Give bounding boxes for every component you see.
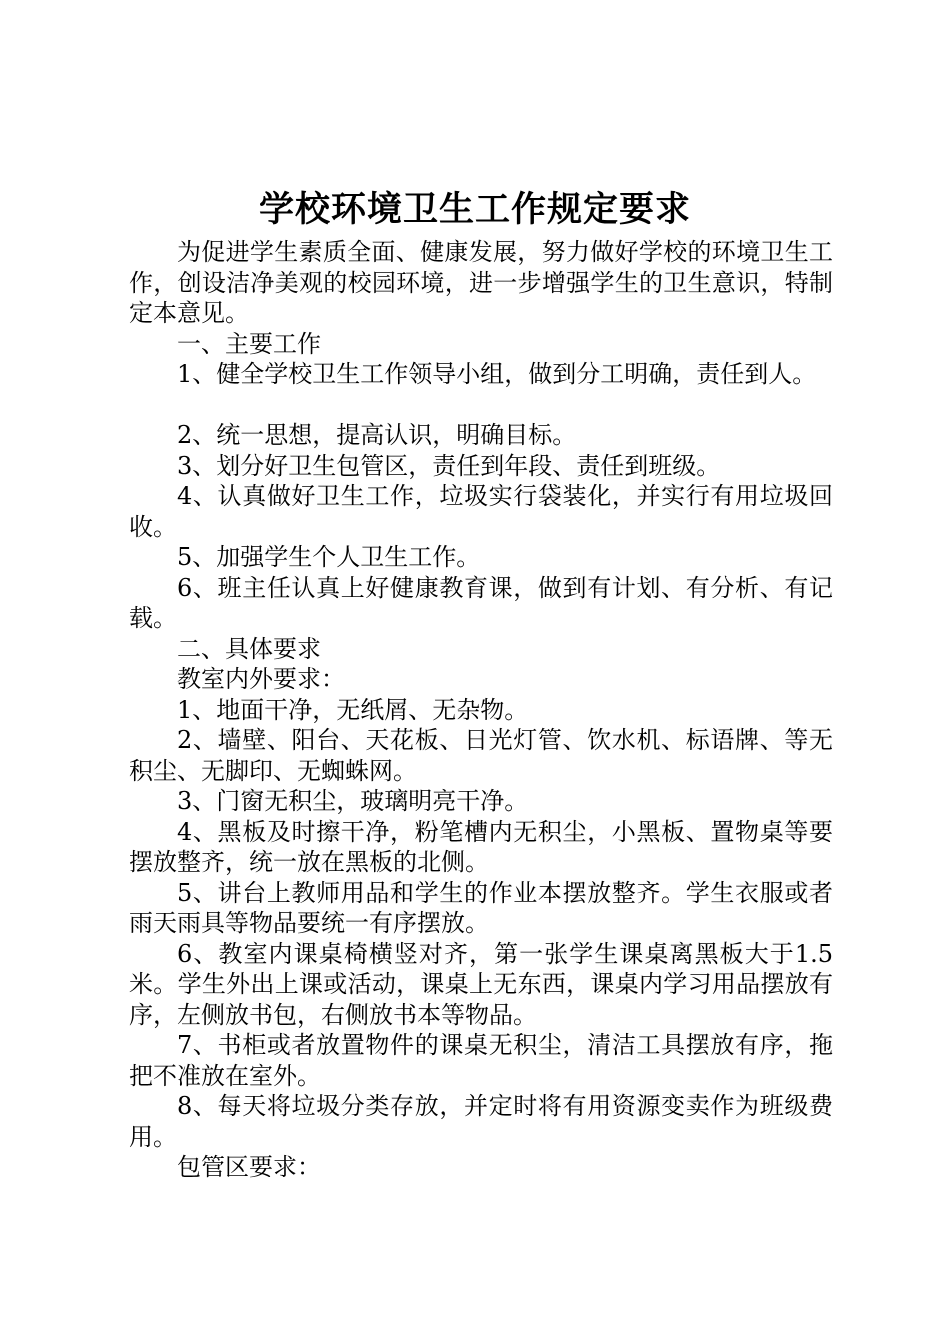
list-item: 2、墙壁、阳台、天花板、日光灯管、饮水机、标语牌、等无积尘、无脚印、无蜘蛛网。 xyxy=(129,726,833,785)
list-item: 1、健全学校卫生工作领导小组，做到分工明确，责任到人。 xyxy=(177,360,817,388)
subsection-heading-area: 包管区要求： xyxy=(177,1153,321,1181)
document-body xyxy=(129,237,833,1183)
section-heading-requirements: 二、具体要求 xyxy=(177,634,321,663)
list-item: 3、划分好卫生包管区，责任到年段、责任到班级。 xyxy=(177,451,721,480)
list-item: 5、讲台上教师用品和学生的作业本摆放整齐。学生衣服或者雨天雨具等物品要统一有序摆放。 xyxy=(129,878,833,937)
list-item: 2、统一思想，提高认识，明确目标。 xyxy=(177,421,577,449)
list-item: 7、书柜或者放置物件的课桌无积尘，清洁工具摆放有序，拖把不准放在室外。 xyxy=(129,1031,833,1090)
list-item: 6、教室内课桌椅横竖对齐，第一张学生课桌离黑板大于1.5米。学生外出上课或活动，课桌上无东西，课桌内学习用品摆放有序，左侧放书包，右侧放书本等物品。 xyxy=(129,939,833,1029)
intro-paragraph: 为促进学生素质全面、健康发展，努力做好学校的环境卫生工作，创设洁净美观的校园环境，进一步增强学生的卫生意识，特制定本意见。 xyxy=(129,238,833,327)
section-heading-main-work: 一、主要工作 xyxy=(177,329,321,358)
list-item: 8、每天将垃圾分类存放，并定时将有用资源变卖作为班级费用。 xyxy=(129,1092,833,1151)
list-item: 5、加强学生个人卫生工作。 xyxy=(177,543,481,571)
list-item: 3、门窗无积尘，玻璃明亮干净。 xyxy=(177,787,529,815)
document-title: 学校环境卫生工作规定要求 xyxy=(258,189,691,230)
list-item: 4、认真做好卫生工作，垃圾实行袋装化，并实行有用垃圾回收。 xyxy=(129,482,833,541)
list-item: 1、地面干净，无纸屑、无杂物。 xyxy=(177,695,529,724)
list-item: 6、班主任认真上好健康教育课，做到有计划、有分析、有记载。 xyxy=(129,573,833,632)
subsection-heading-classroom: 教室内外要求： xyxy=(177,665,345,693)
list-item: 4、黑板及时擦干净，粉笔槽内无积尘，小黑板、置物桌等要摆放整齐，统一放在黑板的北侧。 xyxy=(129,817,833,876)
